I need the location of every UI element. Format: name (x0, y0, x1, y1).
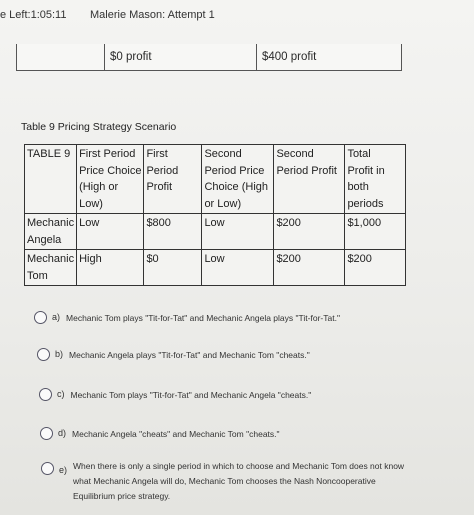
option-text-line: When there is only a single period in which to choose and Mechanic Tom does not know (73, 461, 405, 471)
table-cell (25, 250, 77, 286)
cell-line: Profit (146, 181, 173, 193)
cell-line: Mechanic (27, 253, 75, 265)
radio-button[interactable] (37, 348, 50, 361)
cell-line: Second (204, 148, 242, 160)
cell-line: Low (79, 217, 100, 229)
cell-line: Second (276, 148, 314, 160)
table-cell (202, 250, 274, 286)
cell-line: $200 (347, 253, 372, 265)
cell-line: or Low) (204, 197, 242, 210)
table-cell (345, 214, 406, 250)
table-cell (77, 250, 144, 286)
option-text: Mechanic Angela "cheats" and Mechanic Tom "cheats." (72, 429, 280, 439)
option-text: Mechanic Angela plays "Tit-for-Tat" and Mechanic Tom "cheats." (69, 350, 310, 360)
cell-line: $1,000 (347, 217, 382, 229)
cell-line: TABLE 9 (27, 148, 71, 160)
option-text: Mechanic Tom plays "Tit-for-Tat" and Mechanic Angela "cheats." (70, 390, 312, 400)
header-cell (25, 145, 77, 214)
cell-line: both (347, 181, 369, 193)
table-cell (144, 214, 202, 250)
cell-line: Profit in (347, 164, 385, 177)
answer-option-d[interactable] (40, 427, 280, 440)
previous-table-cell: $400 profit (262, 51, 317, 63)
table-cell (202, 214, 274, 250)
table-row (25, 214, 406, 250)
table-cell (274, 250, 345, 286)
option-text-line: Equilibrium price strategy. (73, 491, 171, 501)
table-cell (77, 214, 144, 250)
top-bar (0, 0, 474, 30)
cell-line: Low (204, 253, 225, 265)
table-caption: Table 9 Pricing Strategy Scenario (21, 121, 177, 133)
option-text: Mechanic Tom plays "Tit-for-Tat" and Mechanic Angela plays "Tit-for-Tat." (66, 313, 340, 323)
cell-line: Period Profit (276, 164, 337, 177)
cell-line: Period Price (204, 164, 265, 177)
option-text-line: what Mechanic Angela will do, Mechanic Tom chooses the Nash Noncooperative (73, 476, 376, 486)
answer-option-c[interactable] (39, 388, 311, 401)
answer-option-e[interactable] (41, 460, 404, 504)
previous-table-cell (17, 44, 105, 70)
radio-button[interactable] (40, 427, 53, 440)
table-cell (25, 214, 77, 250)
answer-option-a[interactable] (34, 311, 340, 324)
table-row (25, 250, 406, 286)
option-letter: e) (59, 465, 68, 475)
cell-line: Price Choice (79, 164, 142, 177)
cell-line: (High or (79, 181, 119, 193)
cell-line: Choice (High (204, 181, 269, 193)
cell-line: $200 (276, 253, 301, 265)
cell-line: Period (146, 164, 179, 177)
header-cell (345, 145, 406, 214)
radio-button[interactable] (39, 388, 52, 401)
table-header-row (25, 145, 406, 214)
cell-line: Total (347, 148, 371, 160)
cell-line: periods (347, 197, 384, 210)
attempt-title: Malerie Mason: Attempt 1 (90, 9, 215, 21)
option-letter: d) (58, 428, 67, 438)
previous-table-cell: $0 profit (105, 44, 257, 70)
cell-line: First (146, 148, 168, 160)
answer-option-b[interactable] (37, 348, 310, 361)
cell-line: Low) (79, 197, 103, 210)
table-cell (345, 250, 406, 286)
table-cell (274, 214, 345, 250)
option-letter: a) (52, 312, 61, 322)
header-cell (202, 145, 274, 214)
option-text (73, 459, 404, 504)
option-letter: c) (57, 389, 65, 399)
cell-line: $0 (146, 253, 159, 265)
radio-button[interactable] (34, 311, 47, 324)
cell-line: Tom (27, 269, 48, 282)
header-cell (274, 145, 345, 214)
cell-line: Angela (27, 233, 62, 246)
radio-button[interactable] (41, 462, 54, 475)
cell-line: $800 (146, 217, 171, 229)
cell-line: First Period (79, 148, 136, 160)
pricing-strategy-table (24, 144, 406, 286)
header-cell (77, 145, 144, 214)
table-cell (144, 250, 202, 286)
cell-line: $200 (276, 217, 301, 229)
previous-table-row (16, 44, 402, 71)
cell-line: Mechanic (27, 217, 75, 229)
cell-line: High (79, 253, 102, 265)
header-cell (144, 145, 202, 214)
time-left: e Left:1:05:11 (0, 9, 67, 21)
cell-line: Low (204, 217, 225, 229)
option-letter: b) (55, 349, 64, 359)
